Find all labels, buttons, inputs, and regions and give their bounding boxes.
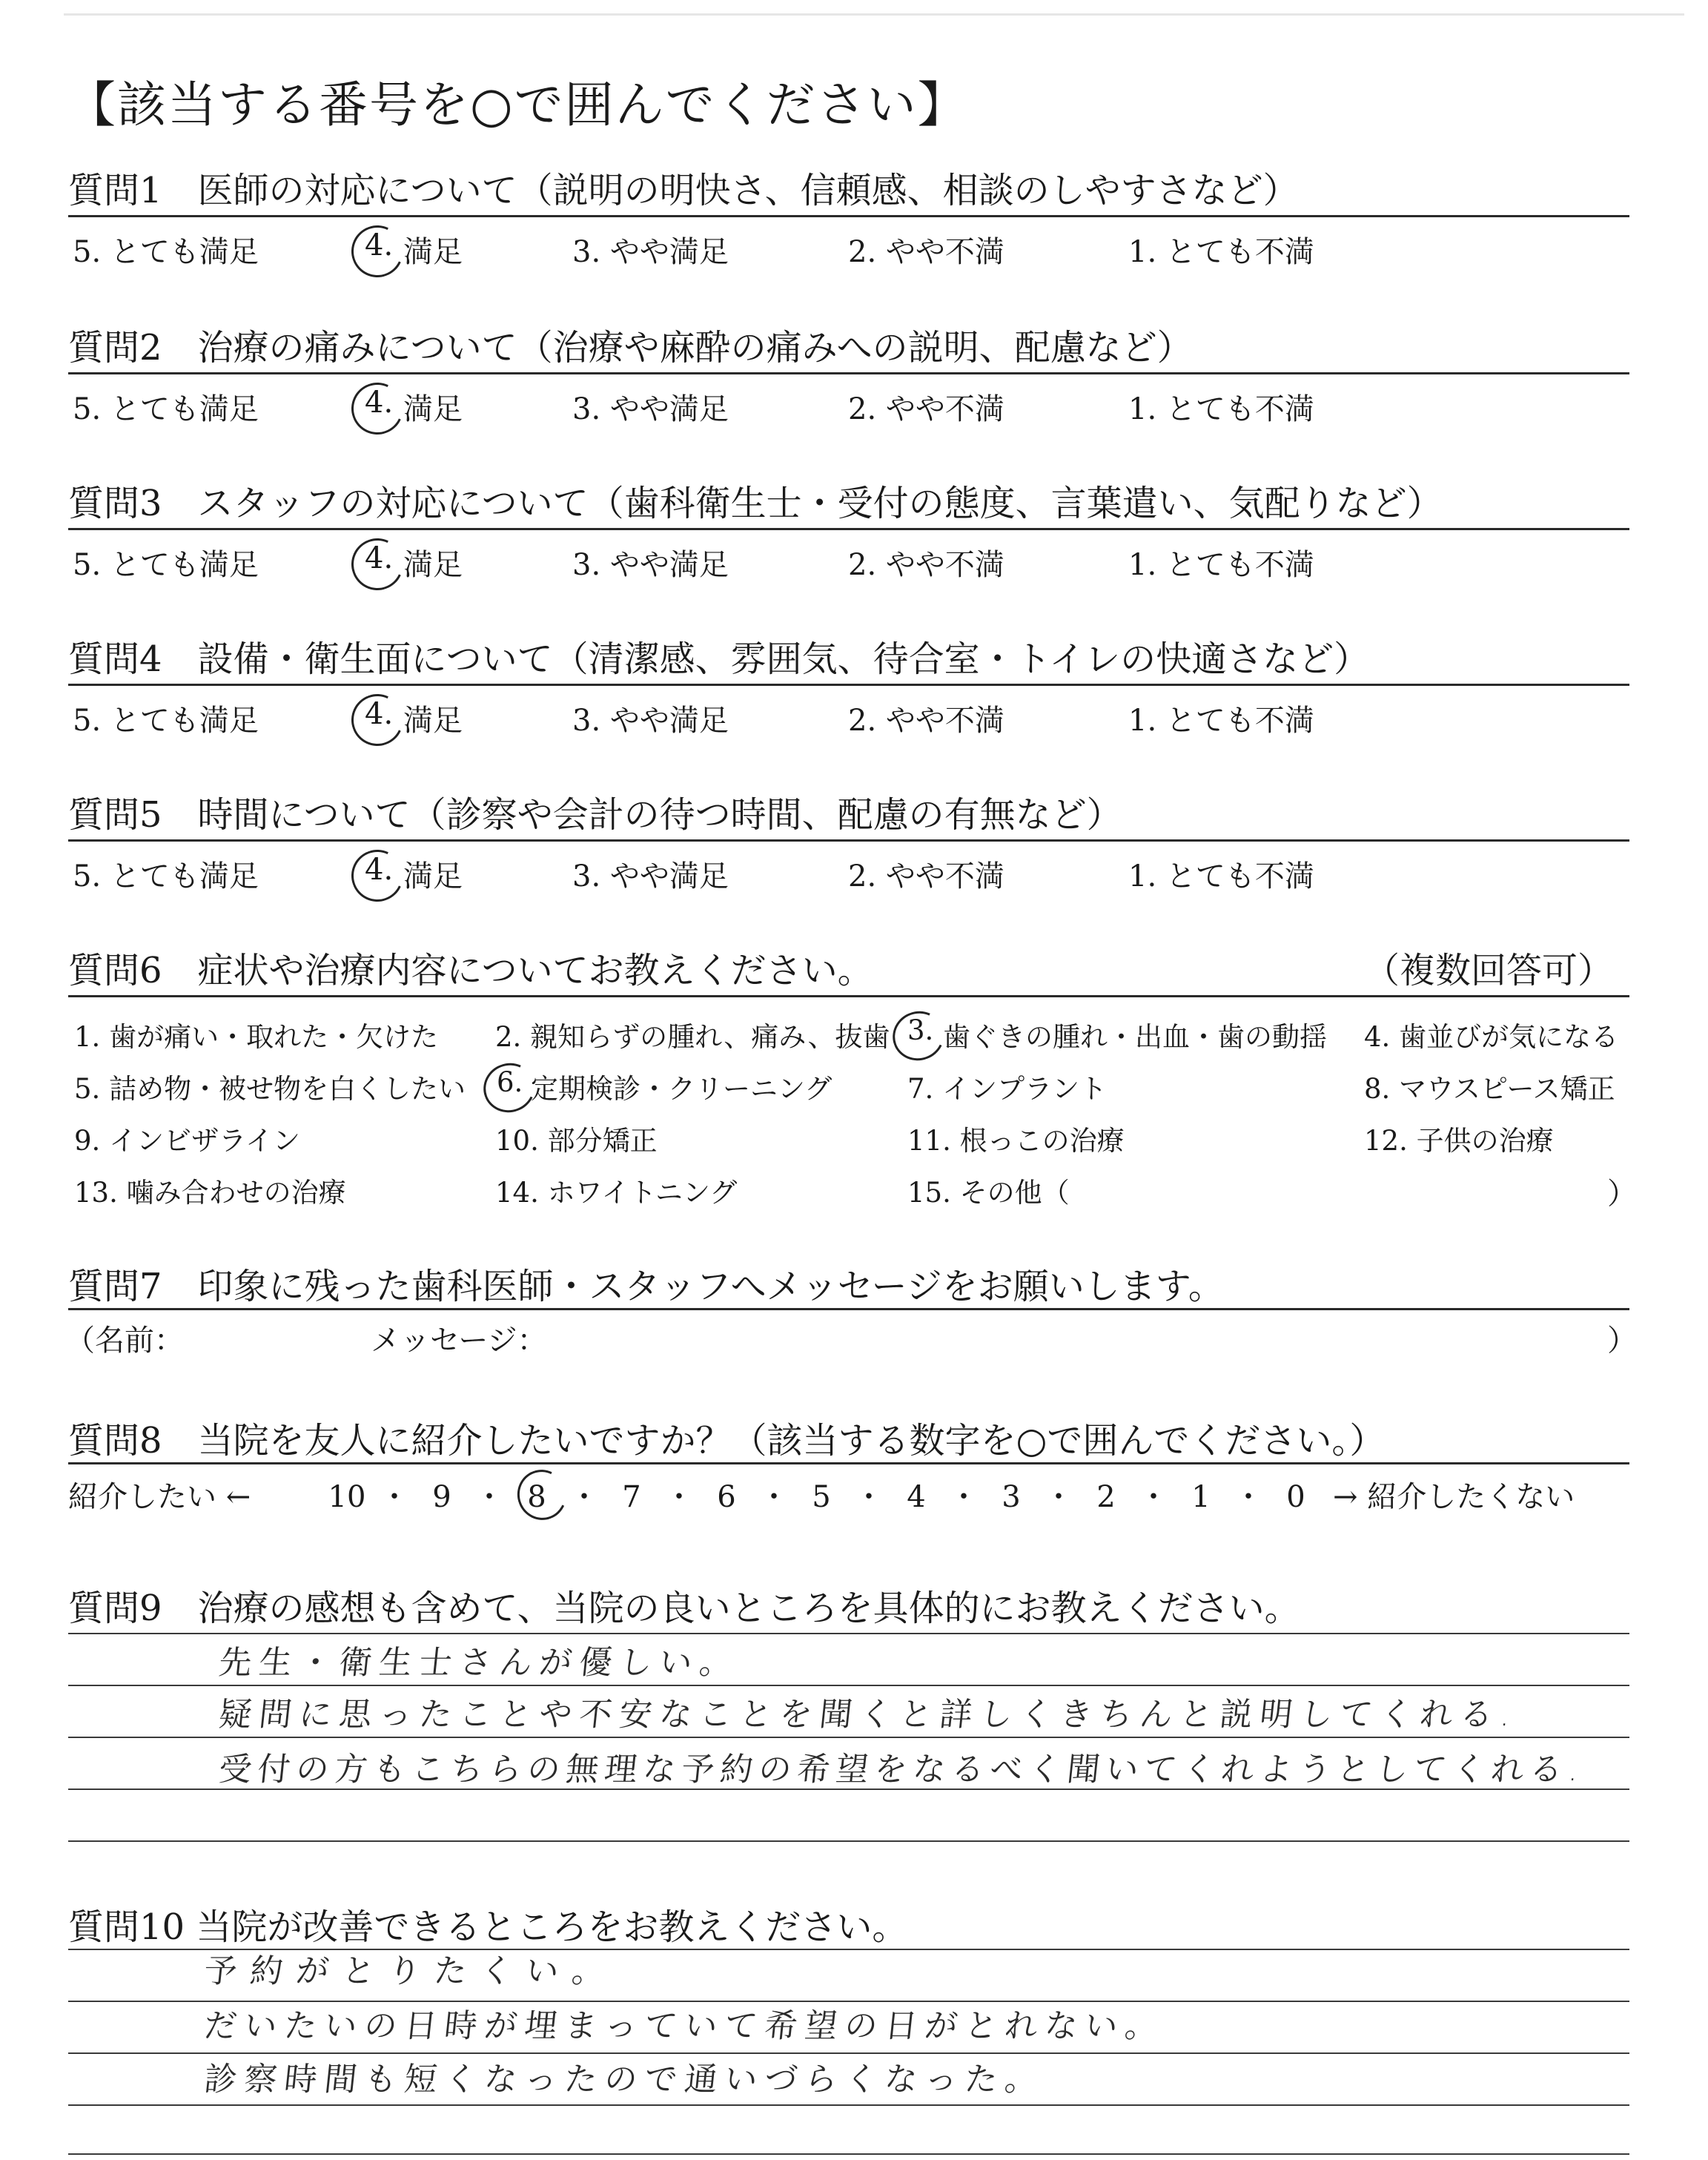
q6-answer-circle-6 bbox=[477, 1056, 542, 1120]
q2-title: 質問2 治療の痛みについて（治療や麻酔の痛みへの説明、配慮など） bbox=[68, 327, 1193, 369]
q10-answer-3: 診察時間も短くなったので通いづらくなった。 bbox=[202, 2061, 1047, 2098]
q6-option-2[interactable]: 2. 親知らずの腫れ、痛み、抜歯 bbox=[495, 1021, 890, 1053]
q6-title: 質問6 症状や治療内容についてお教えください。 bbox=[68, 950, 873, 991]
q8-scale-9[interactable]: 9 bbox=[432, 1480, 451, 1514]
q9-answer-3: 受付の方もこちらの無理な予約の希望をなるべく聞いてくれようとしてくれる. bbox=[216, 1751, 1587, 1789]
q6-answer-circle-3 bbox=[886, 1004, 951, 1068]
q5-option-4-number[interactable]: 4. bbox=[365, 853, 394, 887]
q6-option-11[interactable]: 11. 根っこの治療 bbox=[907, 1125, 1125, 1157]
q4-option-3[interactable]: 3. やや満足 bbox=[572, 704, 729, 738]
q6-option-12[interactable]: 12. 子供の治療 bbox=[1364, 1125, 1554, 1157]
q9-line-1 bbox=[68, 1633, 1629, 1634]
q9-answer-1: 先生・衛生士さんが優しい。 bbox=[216, 1644, 742, 1682]
q1-option-4-number[interactable]: 4. bbox=[365, 228, 394, 262]
q2-answer-circle bbox=[344, 375, 411, 442]
q2-rule bbox=[68, 372, 1629, 374]
q9-line-2 bbox=[68, 1685, 1629, 1686]
q8-right-label: → 紹介したくない bbox=[1333, 1480, 1575, 1514]
q4-option-5[interactable]: 5. とても満足 bbox=[73, 704, 259, 738]
q8-scale-3[interactable]: 3 bbox=[1002, 1480, 1021, 1514]
q7-message-label: メッセージ： bbox=[371, 1324, 547, 1358]
q3-option-2[interactable]: 2. やや不満 bbox=[848, 548, 1004, 582]
q8-scale-8[interactable]: 8 bbox=[527, 1480, 546, 1514]
q8-scale-6[interactable]: 6 bbox=[717, 1480, 736, 1514]
q7-rule bbox=[68, 1308, 1629, 1310]
q5-option-3[interactable]: 3. やや満足 bbox=[572, 859, 729, 894]
q8-answer-circle bbox=[510, 1463, 573, 1527]
q8-scale-5[interactable]: 5 bbox=[812, 1480, 831, 1514]
q2-option-2[interactable]: 2. やや不満 bbox=[848, 392, 1004, 426]
q6-option-10[interactable]: 10. 部分矯正 bbox=[495, 1125, 658, 1157]
q5-title: 質問5 時間について（診察や会計の待つ時間、配慮の有無など） bbox=[68, 794, 1122, 836]
q6-option-7[interactable]: 7. インプラント bbox=[907, 1073, 1108, 1105]
q4-answer-circle bbox=[344, 687, 411, 753]
q6-option-4[interactable]: 4. 歯並びが気になる bbox=[1364, 1021, 1619, 1053]
q4-title: 質問4 設備・衛生面について（清潔感、雰囲気、待合室・トイレの快適さなど） bbox=[68, 638, 1370, 680]
q1-option-3[interactable]: 3. やや満足 bbox=[572, 235, 729, 269]
q8-dot: ・ bbox=[1139, 1480, 1168, 1514]
q3-rule bbox=[68, 528, 1629, 530]
q3-option-1[interactable]: 1. とても不満 bbox=[1128, 548, 1314, 582]
q3-title: 質問3 スタッフの対応について（歯科衛生士・受付の態度、言葉遣い、気配りなど） bbox=[68, 483, 1443, 524]
q8-left-label: 紹介したい ← bbox=[68, 1480, 251, 1514]
q5-answer-circle bbox=[344, 842, 411, 909]
page-title: 【該当する番号を○で囲んでください】 bbox=[67, 76, 968, 133]
q6-option-3-label[interactable]: 歯ぐきの腫れ・出血・歯の動揺 bbox=[943, 1021, 1327, 1053]
q6-rule bbox=[68, 995, 1629, 997]
q4-rule bbox=[68, 684, 1629, 686]
q5-rule bbox=[68, 839, 1629, 842]
q4-option-4-number[interactable]: 4. bbox=[365, 697, 394, 731]
q1-option-4-label[interactable]: 満足 bbox=[403, 235, 463, 269]
q9-answer-2: 疑問に思ったことや不安なことを聞くと詳しくきちんと説明してくれる. bbox=[216, 1696, 1520, 1734]
q6-option-3-number[interactable]: 3. bbox=[907, 1014, 934, 1046]
q8-title: 質問8 当院を友人に紹介したいですか？（該当する数字を○で囲んでください。） bbox=[68, 1420, 1386, 1462]
q2-option-3[interactable]: 3. やや満足 bbox=[572, 392, 729, 426]
q6-option-14[interactable]: 14. ホワイトニング bbox=[495, 1177, 738, 1209]
q7-name-label: （名前： bbox=[65, 1324, 184, 1358]
q6-option-9[interactable]: 9. インビザライン bbox=[74, 1125, 300, 1157]
q10-line-4 bbox=[68, 2104, 1629, 2106]
q2-option-1[interactable]: 1. とても不満 bbox=[1128, 392, 1314, 426]
q8-dot: ・ bbox=[569, 1480, 599, 1514]
q2-option-5[interactable]: 5. とても満足 bbox=[73, 392, 259, 426]
q8-scale-7[interactable]: 7 bbox=[622, 1480, 641, 1514]
q8-dot: ・ bbox=[759, 1480, 789, 1514]
q8-dot: ・ bbox=[1044, 1480, 1073, 1514]
q8-dot: ・ bbox=[1234, 1480, 1263, 1514]
q6-option-5[interactable]: 5. 詰め物・被せ物を白くしたい bbox=[74, 1073, 466, 1105]
q3-answer-circle bbox=[344, 531, 411, 598]
q4-option-2[interactable]: 2. やや不満 bbox=[848, 704, 1004, 738]
q8-dot: ・ bbox=[949, 1480, 979, 1514]
q6-option-15[interactable]: 15. その他（ bbox=[907, 1177, 1070, 1209]
q1-answer-circle bbox=[344, 218, 411, 285]
q9-line-5 bbox=[68, 1840, 1629, 1842]
q6-option-13[interactable]: 13. 噛み合わせの治療 bbox=[74, 1177, 346, 1209]
q8-scale bbox=[68, 1473, 1575, 1516]
q5-option-5[interactable]: 5. とても満足 bbox=[73, 859, 259, 894]
q6-option-8[interactable]: 8. マウスピース矯正 bbox=[1364, 1073, 1615, 1105]
q8-rule bbox=[68, 1462, 1629, 1464]
q3-option-4-number[interactable]: 4. bbox=[365, 541, 394, 575]
q3-option-3[interactable]: 3. やや満足 bbox=[572, 548, 729, 582]
q8-dot: ・ bbox=[854, 1480, 884, 1514]
q7-close: ） bbox=[1607, 1324, 1637, 1358]
q8-dot: ・ bbox=[474, 1480, 504, 1514]
q3-option-4-label[interactable]: 満足 bbox=[403, 548, 463, 582]
q6-option-6-number[interactable]: 6. bbox=[497, 1066, 523, 1098]
q1-title: 質問1 医師の対応について（説明の明快さ、信頼感、相談のしやすさなど） bbox=[68, 170, 1299, 211]
q6-option-6-label[interactable]: 定期検診・クリーニング bbox=[531, 1073, 833, 1105]
q8-dot: ・ bbox=[664, 1480, 694, 1514]
q2-option-4-number[interactable]: 4. bbox=[365, 386, 394, 420]
q8-scale-10[interactable]: 10 bbox=[328, 1480, 366, 1514]
q5-option-1[interactable]: 1. とても不満 bbox=[1128, 859, 1314, 894]
q8-scale-2[interactable]: 2 bbox=[1096, 1480, 1116, 1514]
q6-other-close: ） bbox=[1607, 1177, 1637, 1211]
q1-option-1[interactable]: 1. とても不満 bbox=[1128, 235, 1314, 269]
q3-option-5[interactable]: 5. とても満足 bbox=[73, 548, 259, 582]
q10-answer-1: 予約がとりたくい。 bbox=[202, 1952, 620, 1990]
q10-answer-2: だいたいの日時が埋まっていて希望の日がとれない。 bbox=[202, 2007, 1168, 2045]
q1-option-5[interactable]: 5. とても満足 bbox=[73, 235, 259, 269]
q10-line-5 bbox=[68, 2153, 1629, 2155]
q9-line-3 bbox=[68, 1737, 1629, 1738]
q2-option-4-label[interactable]: 満足 bbox=[403, 392, 463, 426]
q6-option-1[interactable]: 1. 歯が痛い・取れた・欠けた bbox=[74, 1021, 439, 1053]
q10-title: 質問10 当院が改善できるところをお教えください。 bbox=[68, 1906, 908, 1948]
top-border bbox=[64, 13, 1684, 16]
q5-option-4-label[interactable]: 満足 bbox=[403, 859, 463, 894]
q4-option-1[interactable]: 1. とても不満 bbox=[1128, 704, 1314, 738]
q9-title: 質問9 治療の感想も含めて、当院の良いところを具体的にお教えください。 bbox=[68, 1588, 1300, 1629]
q1-option-2[interactable]: 2. やや不満 bbox=[848, 235, 1004, 269]
q1-rule bbox=[68, 215, 1629, 217]
q7-title: 質問7 印象に残った歯科医師・スタッフへメッセージをお願いします。 bbox=[68, 1266, 1224, 1307]
q8-dot: ・ bbox=[380, 1480, 409, 1514]
q8-scale-1[interactable]: 1 bbox=[1191, 1480, 1211, 1514]
q6-note: （複数回答可） bbox=[1364, 950, 1614, 991]
q8-scale-4[interactable]: 4 bbox=[907, 1480, 926, 1514]
q8-scale-0[interactable]: 0 bbox=[1286, 1480, 1305, 1514]
q4-option-4-label[interactable]: 満足 bbox=[403, 704, 463, 738]
q5-option-2[interactable]: 2. やや不満 bbox=[848, 859, 1004, 894]
